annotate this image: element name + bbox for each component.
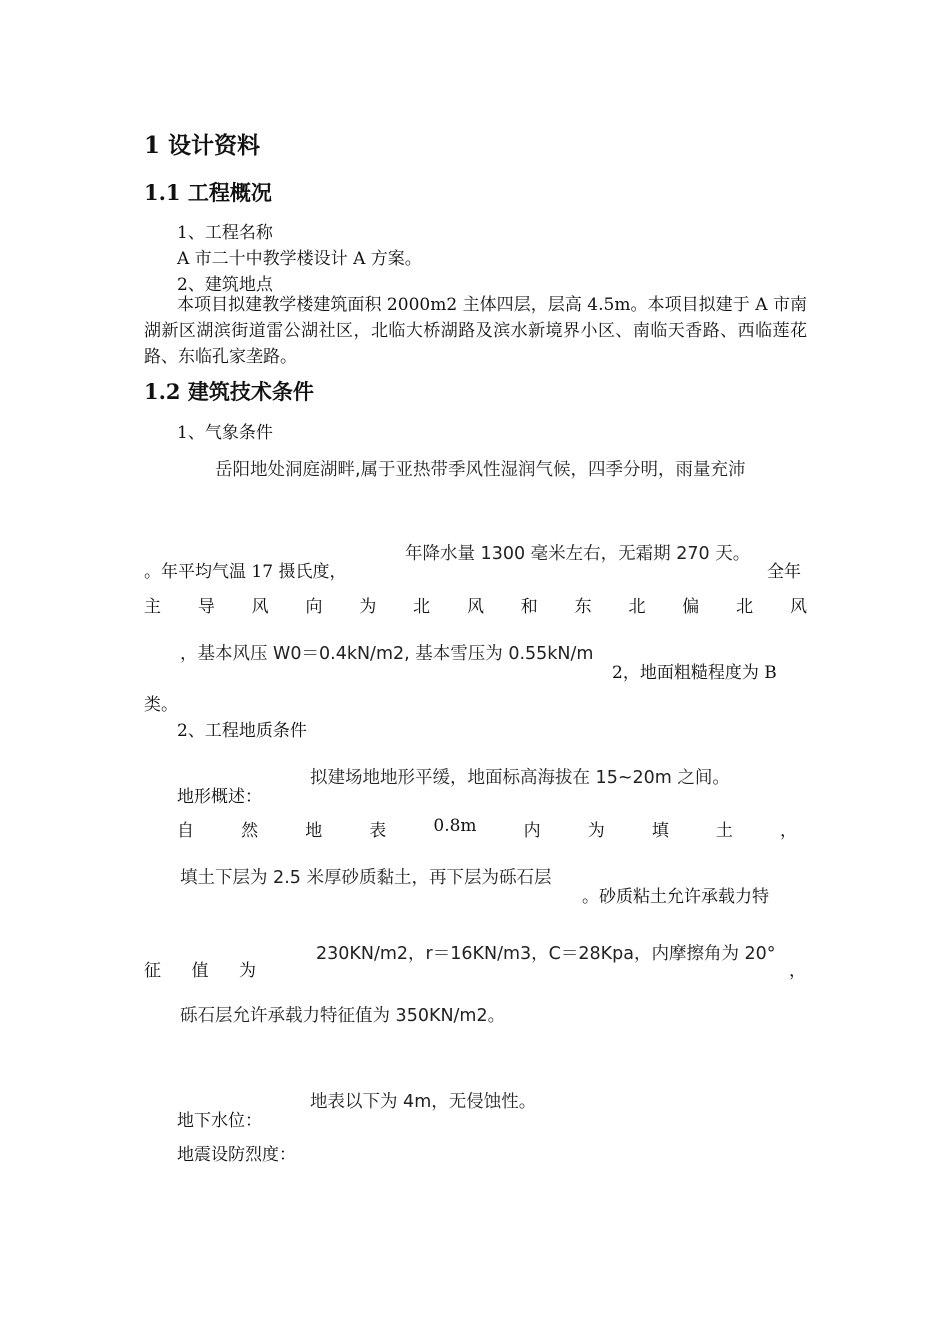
surface-soil-line	[177, 816, 797, 841]
wind-direction-char: 主	[144, 597, 161, 617]
characteristic-value-line	[144, 956, 256, 981]
climate-description: 岳阳地处洞庭湖畔,属于亚热带季风性湿润气候，四季分明，雨量充沛	[215, 460, 746, 480]
wind-direction-char: 北	[736, 597, 754, 617]
roughness-text: 2，地面粗糙程度为 B	[612, 663, 777, 683]
terrain-label: 地形概述：	[177, 787, 262, 807]
project-site-label: 2、建筑地点	[177, 275, 273, 295]
section-title-1-2: 1.2 建筑技术条件	[144, 379, 314, 404]
seismic-label: 地震设防烈度：	[177, 1145, 296, 1165]
wind-direction-char: 风	[466, 597, 484, 617]
surface-soil-word: 自	[177, 821, 194, 841]
surface-soil-word: 内	[523, 821, 541, 841]
wind-snow-pressure-text: ，基本风压 W0＝0.4kN/m2, 基本雪压为 0.55kN/m	[180, 644, 594, 664]
surface-soil-word: 然	[241, 821, 259, 841]
temperature-text: 。年平均气温 17 摄氏度，	[144, 562, 347, 582]
precipitation-text: 年降水量 1300 毫米左右，无霜期 270 天。	[405, 544, 751, 564]
whole-year-text: 全年	[767, 562, 801, 582]
wind-direction-char: 北	[413, 597, 431, 617]
bearing-capacity-text: 。砂质粘土允许承载力特	[582, 887, 769, 907]
roughness-end-text: 类。	[144, 695, 178, 715]
geology-label: 2、工程地质条件	[177, 721, 307, 741]
wind-direction-char: 和	[520, 597, 538, 617]
wind-direction-line	[144, 592, 807, 617]
gravel-capacity-text: 砾石层允许承载力特征值为 350KN/m2。	[180, 1006, 506, 1026]
wind-direction-char: 北	[628, 597, 646, 617]
surface-soil-word: 地	[305, 821, 323, 841]
wind-direction-char: 导	[197, 597, 215, 617]
characteristic-value-char: 为	[239, 961, 256, 981]
section-title-1-1: 1.1 工程概况	[144, 180, 272, 205]
project-name-label: 1、工程名称	[177, 223, 273, 243]
characteristic-value-char: 征	[144, 961, 161, 981]
wind-direction-char: 向	[305, 597, 323, 617]
weather-label: 1、气象条件	[177, 423, 273, 443]
terrain-description: 拟建场地地形平缓，地面标高海拔在 15~20m 之间。	[310, 768, 730, 788]
groundwater-description: 地表以下为 4m，无侵蚀性。	[310, 1092, 537, 1112]
wind-direction-char: 偏	[682, 597, 700, 617]
surface-soil-word: ，	[780, 821, 797, 841]
wind-direction-char: 为	[359, 597, 377, 617]
soil-layer-text: 填土下层为 2.5 米厚砂质黏土，再下层为砾石层	[180, 868, 552, 888]
surface-soil-word: 表	[369, 821, 387, 841]
project-name-text: A 市二十中教学楼设计 A 方案。	[177, 249, 422, 269]
surface-soil-word: 0.8m	[433, 816, 477, 836]
surface-soil-word: 为	[587, 821, 605, 841]
chapter-title: 1 设计资料	[144, 132, 261, 159]
characteristic-value-char: 值	[191, 961, 209, 981]
project-site-text: 本项目拟建教学楼建筑面积 2000m2 主体四层，层高 4.5m。本项目拟建于 A 市南湖新区湖滨街道雷公湖社区，北临大桥湖路及滨水新境界小区、南临天香路、西临莲花路、东临孔家垄路。	[144, 295, 807, 367]
soil-parameters-comma: ，	[789, 961, 806, 981]
groundwater-label: 地下水位：	[177, 1111, 262, 1131]
wind-direction-char: 风	[789, 597, 807, 617]
wind-direction-char: 风	[251, 597, 269, 617]
wind-direction-char: 东	[574, 597, 592, 617]
surface-soil-word: 填	[651, 821, 669, 841]
surface-soil-word: 土	[715, 821, 733, 841]
soil-parameters-text: 230KN/m2，r＝16KN/m3，C＝28Kpa，内摩擦角为 20°	[316, 944, 776, 964]
